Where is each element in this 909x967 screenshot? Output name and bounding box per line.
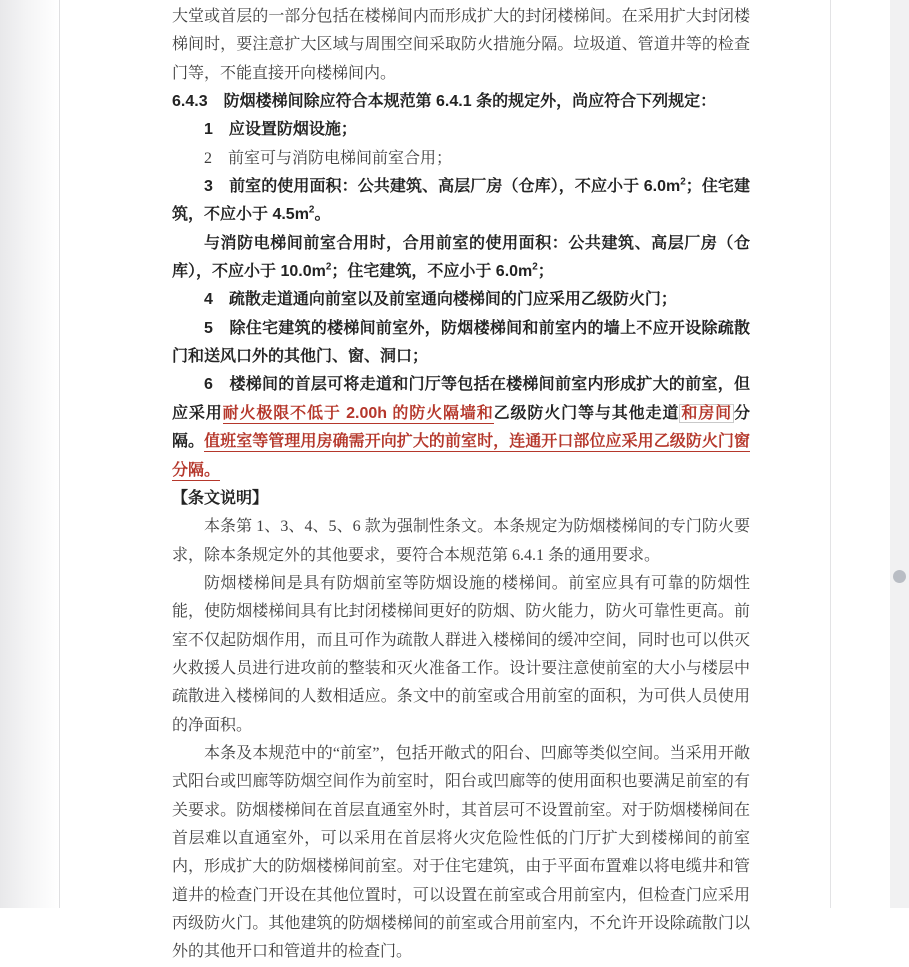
text-run: 4 疏散走道通向前室以及前室通向楼梯间的门应采用乙级防火门； — [204, 291, 677, 309]
commentary-paragraph-2 — [172, 570, 750, 740]
text-run: 乙级防火门等与其他走道 — [493, 404, 680, 422]
clause-item-1 — [172, 116, 750, 144]
clause-item-3-shared-anteroom — [172, 230, 750, 287]
clause-item-2 — [172, 145, 750, 173]
clause-heading-6-4-3 — [172, 88, 750, 116]
text-run: 1 应设置防烟设施； — [204, 121, 357, 139]
document-page — [60, 0, 831, 961]
text-run: 本条及本规范中的“前室”，包括开敞式的阳台、凹廊等类似空间。当采用开敞式阳台或凹廊等防烟空间作为前室时，阳台或凹廊等的使用面积也要满足前室的有关要求。防烟楼梯间在首层直通室外时，其首层可不设置前室。对于防烟楼梯间在首层难以直通室外，可以采用在首层将火灾危险性低的门厅扩大到楼梯间的前室内，形成扩大的防烟楼梯间前室。对于住宅建筑，由于平面布置难以将电缆井和管道井的检查门开设在其他位置时，可以设置在前室或合用前室内，但检查门应采用丙级防火门。其他建筑的防烟楼梯间的前室或合用前室内，不允许开设除疏散门以外的其他开口和管道井的检查门。 — [172, 744, 750, 961]
text-run: 本条第 1、3、4、5、6 款为强制性条文。本条规定为防烟楼梯间的专门防火要求，除本条规定外的其他要求，要符合本规范第 6.4.1 条的通用要求。 — [172, 518, 750, 564]
document-content — [60, 0, 830, 967]
scrollbar-thumb[interactable] — [893, 570, 906, 583]
commentary-paragraph-1 — [172, 513, 750, 570]
text-run: 6 楼梯间的首层可将走道和门厅等包括在楼梯间前室内形成扩大的前室，但应采用 — [172, 376, 750, 422]
superscript: 2 — [325, 261, 332, 273]
clause-item-4 — [172, 286, 750, 314]
clause-item-3 — [172, 173, 750, 230]
revision-text-run: 和房间 — [681, 404, 732, 422]
scrollbar-track[interactable] — [890, 0, 909, 908]
revision-text-run: 耐火极限不低于 2.00h 的防火隔墙和 — [222, 404, 494, 422]
paragraph-continuation — [172, 3, 750, 88]
commentary-paragraph-3 — [172, 740, 750, 967]
text-run: 防烟楼梯间是具有防烟前室等防烟设施的楼梯间。前室应具有可靠的防烟性能，使防烟楼梯间具有比封闭楼梯间更好的防烟、防火能力，防火可靠性更高。前室不仅起防烟作用，而且可作为疏散人群进入楼梯间的缓冲空间，同时也可以供灭火救援人员进行进攻前的整装和灭火准备工作。设计要注意使前室的大小与楼层中疏散进入楼梯间的人数相适应。条文中的前室或合用前室的面积，为可供人员使用的净面积。 — [172, 574, 750, 734]
text-run: 与消防电梯间前室合用时，合用前室的使用面积：公共建筑、高层厂房（仓库），不应小于 10.0m — [172, 234, 750, 281]
superscript: 2 — [308, 205, 315, 217]
text-run: 【条文说明】 — [172, 489, 269, 507]
text-run: 分隔。 — [172, 404, 750, 451]
text-run: 2 前室可与消防电梯间前室合用； — [204, 149, 453, 167]
text-run: 6.4.3 防烟楼梯间除应符合本规范第 6.4.1 条的规定外，尚应符合下列规定： — [172, 93, 717, 111]
text-run: 。 — [314, 206, 331, 224]
clause-item-5 — [172, 315, 750, 372]
text-run: ；住宅建筑，不应小于 6.0m — [331, 263, 533, 281]
clause-item-6 — [172, 371, 750, 484]
text-run: ； — [537, 263, 554, 281]
superscript: 2 — [532, 261, 538, 273]
revision-text-run: 值班室等管理用房确需开向扩大的前室时，连通开口部位应采用乙级防火门窗分隔。 — [172, 433, 750, 479]
text-run: 5 除住宅建筑的楼梯间前室外，防烟楼梯间和前室内的墙上不应开设除疏散门和送风口外的其他门、窗、洞口； — [172, 319, 750, 366]
superscript: 2 — [680, 176, 686, 188]
text-run: 大堂或首层的一部分包括在楼梯间内而形成扩大的封闭楼梯间。在采用扩大封闭楼梯间时，要注意扩大区域与周围空间采取防火措施分隔。垃圾道、管道井等的检查门等，不能直接开向楼梯间内。 — [172, 8, 750, 82]
commentary-heading — [172, 485, 750, 513]
page-left-shadow — [0, 0, 60, 908]
text-run: ；住宅建筑，不应小于 4.5m — [172, 178, 750, 224]
text-run: 3 前室的使用面积：公共建筑、高层厂房（仓库），不应小于 6.0m — [204, 178, 681, 196]
